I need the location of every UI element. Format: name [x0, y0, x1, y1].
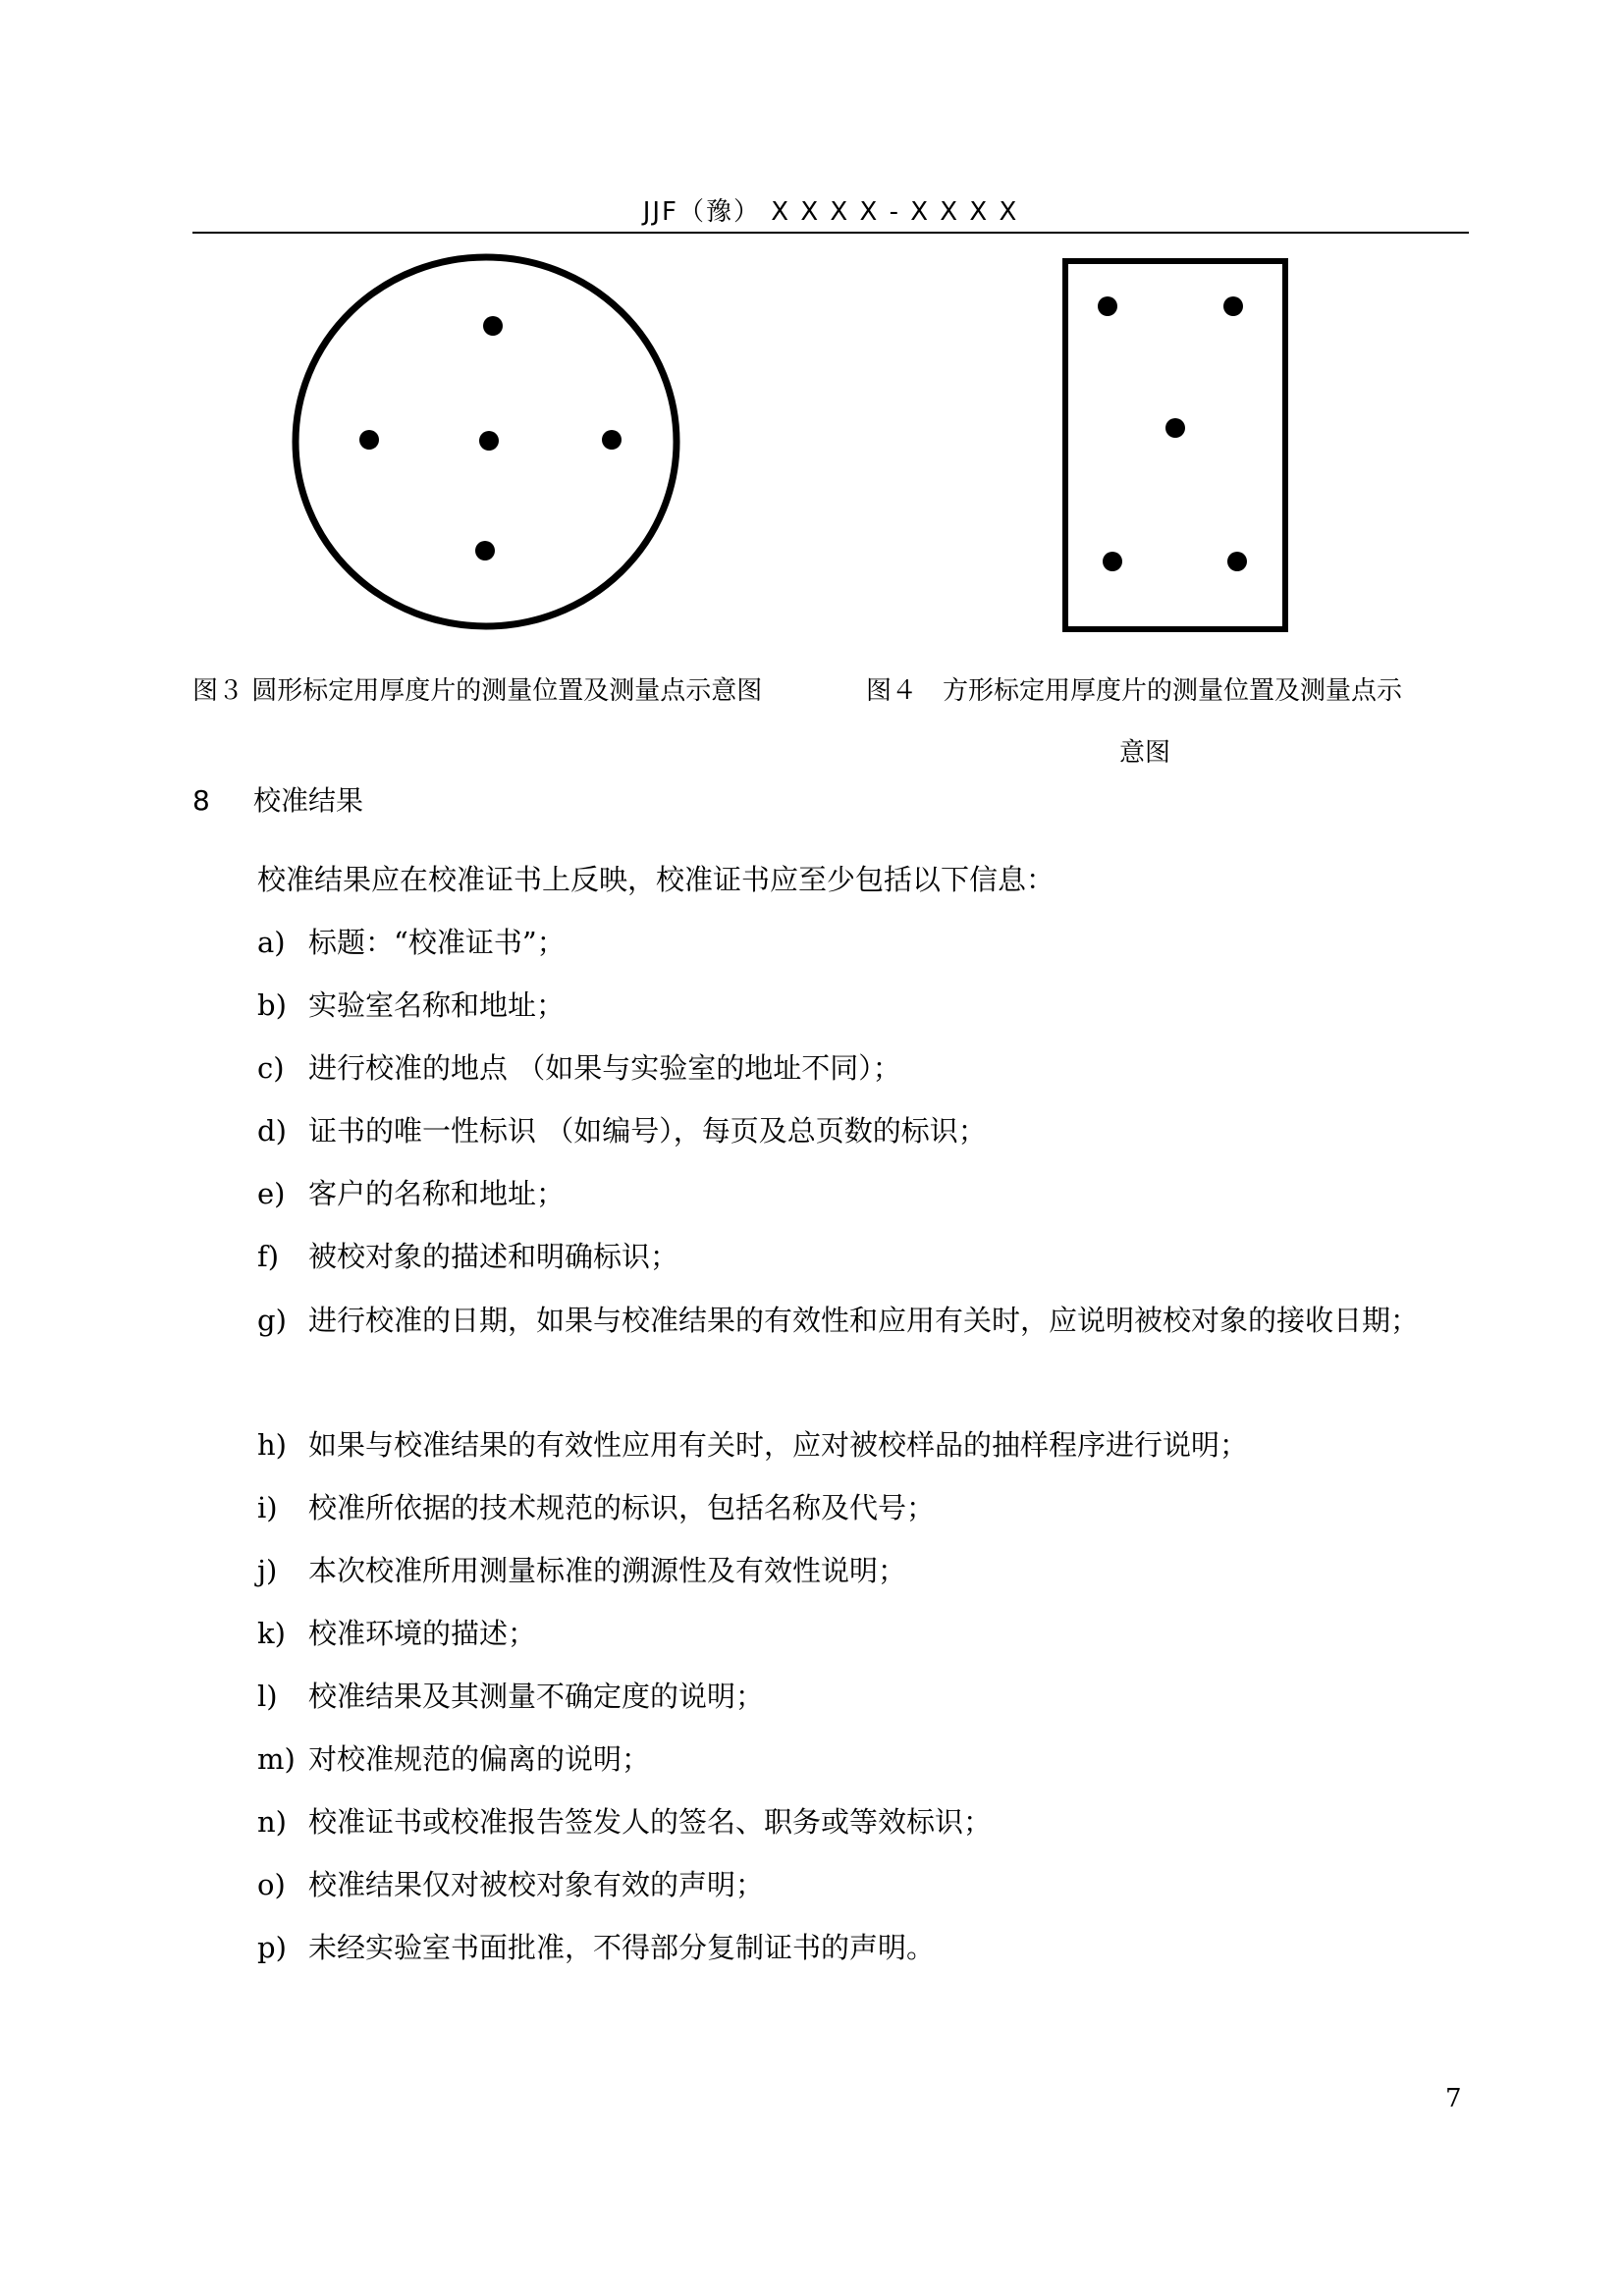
list-item-label: k) — [257, 1617, 286, 1650]
section-title: 校准结果 — [253, 784, 364, 817]
list-item-label: e) — [257, 1177, 286, 1210]
list-item-text: 校准所依据的技术规范的标识，包括名称及代号； — [308, 1491, 936, 1524]
list-item-label: o) — [257, 1868, 286, 1901]
section-intro: 校准结果应在校准证书上反映，校准证书应至少包括以下信息： — [257, 863, 1056, 896]
measurement-point-top-left — [1098, 296, 1117, 316]
list-item — [257, 1237, 678, 1276]
section-heading — [192, 781, 363, 821]
measurement-point-center — [479, 431, 499, 451]
list-item-label: l) — [257, 1680, 278, 1713]
measurement-point-bottom-right — [1227, 552, 1247, 571]
list-item — [257, 1865, 764, 1904]
measurement-point-right — [602, 430, 622, 450]
list-item-text: 校准结果仅对被校对象有效的声明； — [308, 1868, 765, 1901]
list-item-label: c) — [257, 1051, 285, 1085]
list-item-label: d) — [257, 1114, 287, 1148]
measurement-point-bottom-left — [1103, 552, 1122, 571]
list-item — [192, 1289, 1469, 1352]
list-item — [257, 1614, 536, 1653]
figure-3-caption: 图３ 圆形标定用厚度片的测量位置及测量点示意图 — [192, 676, 763, 706]
list-item — [257, 1425, 1248, 1465]
figure-rectangle-diagram — [1058, 255, 1294, 638]
list-item-text: 标题：“校准证书”； — [308, 926, 566, 959]
list-item — [257, 1551, 906, 1590]
list-item-label: g) — [257, 1304, 287, 1337]
running-header: JJF（豫） X X X X - X X X X — [642, 197, 1019, 227]
list-item-label: n) — [257, 1805, 287, 1839]
page-number: 7 — [1445, 2084, 1462, 2113]
list-item — [257, 1174, 565, 1213]
measurement-point-left — [359, 430, 379, 450]
list-item — [257, 1111, 987, 1150]
figure-circle-diagram — [285, 245, 687, 638]
list-item-label: p) — [257, 1931, 287, 1964]
list-item-label: i) — [257, 1491, 278, 1524]
list-item-text: 进行校准的日期，如果与校准结果的有效性和应用有关时，应说明被校对象的接收日期； — [308, 1304, 1420, 1337]
list-item-text: 客户的名称和地址； — [308, 1177, 566, 1210]
list-item — [257, 923, 566, 962]
list-item-text: 本次校准所用测量标准的溯源性及有效性说明； — [308, 1554, 907, 1587]
list-item-label: m) — [257, 1742, 296, 1776]
list-item-text: 对校准规范的偏离的说明； — [308, 1742, 651, 1776]
measurement-point-bottom — [475, 541, 495, 561]
list-item-text: 未经实验室书面批准，不得部分复制证书的声明。 — [308, 1931, 936, 1964]
list-item — [257, 1677, 764, 1716]
list-item-text: 证书的唯一性标识 （如编号），每页及总页数的标识； — [308, 1114, 987, 1148]
figure-4-caption-line2: 意图 — [1119, 738, 1171, 768]
figure-4-caption-line1: 图４ 方形标定用厚度片的测量位置及测量点示 — [866, 676, 1403, 706]
list-item-text: 实验室名称和地址； — [308, 988, 566, 1022]
list-item-text: 被校对象的描述和明确标识； — [308, 1240, 679, 1273]
list-item-label: f) — [257, 1240, 280, 1273]
list-item — [257, 1802, 992, 1842]
list-item — [257, 1488, 935, 1527]
list-item-label: a) — [257, 926, 286, 959]
list-item-text: 校准证书或校准报告签发人的签名、职务或等效标识； — [308, 1805, 993, 1839]
measurement-point-center — [1165, 418, 1185, 438]
list-item-label: b) — [257, 988, 287, 1022]
list-item-text: 校准结果及其测量不确定度的说明； — [308, 1680, 765, 1713]
list-item-text: 校准环境的描述； — [308, 1617, 537, 1650]
list-item-label: h) — [257, 1428, 287, 1462]
measurement-point-top-right — [1223, 296, 1243, 316]
list-item-text: 进行校准的地点 （如果与实验室的地址不同）； — [308, 1051, 901, 1085]
list-item — [257, 986, 565, 1025]
rectangle-outline — [1065, 261, 1285, 629]
list-item — [257, 1928, 935, 1967]
list-item — [257, 1048, 901, 1088]
list-item-text: 如果与校准结果的有效性应用有关时，应对被校样品的抽样程序进行说明； — [308, 1428, 1249, 1462]
list-item — [257, 1739, 650, 1779]
list-item-label: j) — [257, 1554, 278, 1587]
header-rule — [192, 232, 1469, 234]
section-number: 8 — [192, 784, 210, 817]
measurement-point-top — [483, 316, 503, 336]
